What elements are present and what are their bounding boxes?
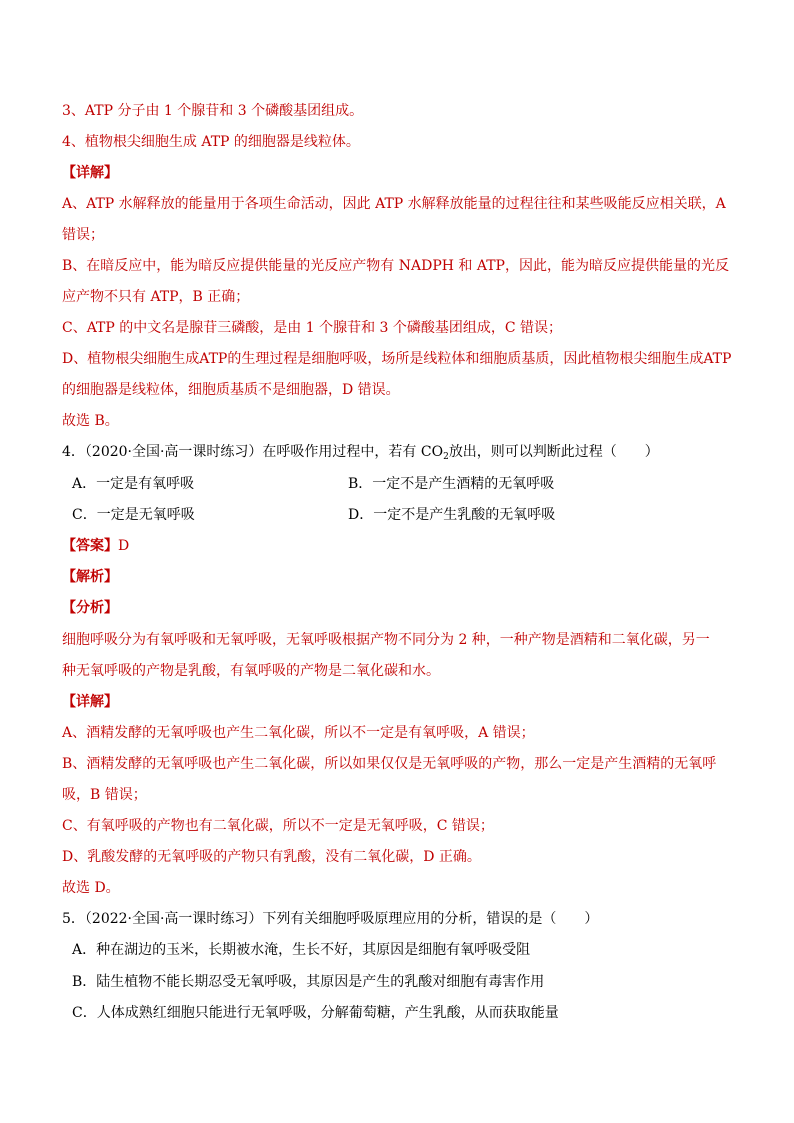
detail-a-line1: A、ATP 水解释放的能量用于各项生命活动，因此 ATP 水解释放能量的过程往往和某些吸能反应相关联，A [62, 196, 726, 212]
q5-option-c: C．人体成熟红细胞只能进行无氧呼吸，分解葡萄糖，产生乳酸，从而获取能量 [72, 1005, 559, 1021]
q4-choose-answer: 故选 D。 [62, 880, 120, 896]
detail-d-line2: 的细胞器是线粒体，细胞质基质不是细胞器，D 错误。 [62, 382, 400, 398]
answer-heading: 【答案】 [62, 538, 118, 554]
q4-option-d: D．一定不是产生乳酸的无氧呼吸 [348, 507, 556, 523]
question-5-stem: 5．（2022·全国·高一课时练习）下列有关细胞呼吸原理应用的分析，错误的是（ ） [62, 911, 599, 927]
analysis-point-3: 3、ATP 分子由 1 个腺苷和 3 个磷酸基团组成。 [62, 103, 364, 119]
q5-option-b: B．陆生植物不能长期忍受无氧呼吸，其原因是产生的乳酸对细胞有毒害作用 [72, 974, 545, 990]
detail-heading: 【详解】 [62, 165, 118, 181]
fenxi-line2: 种无氧呼吸的产物是乳酸，有氧呼吸的产物是二氧化碳和水。 [62, 663, 440, 679]
detail-b-line1: B、在暗反应中，能为暗反应提供能量的光反应产物有 NADPH 和 ATP，因此，能为暗反应提供能量的光反 [62, 258, 729, 274]
choose-answer: 故选 B。 [62, 413, 119, 429]
jiexi-heading: 【解析】 [62, 569, 118, 585]
answer-line [62, 536, 129, 556]
detail-d-line1: D、植物根尖细胞生成ATP的生理过程是细胞呼吸，场所是线粒体和细胞质基质，因此植物根尖细胞生成ATP [62, 351, 732, 367]
q4-detail-d: D、乳酸发酵的无氧呼吸的产物只有乳酸，没有二氧化碳，D 正确。 [62, 849, 481, 865]
fenxi-line1: 细胞呼吸分为有氧呼吸和无氧呼吸，无氧呼吸根据产物不同分为 2 种，一种产物是酒精和二氧化碳，另一 [62, 632, 710, 648]
co2-subscript: 2 [443, 452, 449, 462]
detail-c-line: C、ATP 的中文名是腺苷三磷酸，是由 1 个腺苷和 3 个磷酸基团组成，C 错误； [62, 320, 563, 336]
q4-detail-a: A、酒精发酵的无氧呼吸也产生二氧化碳，所以不一定是有氧呼吸，A 错误； [62, 725, 535, 741]
question-4-stem-tail: 放出，则可以判断此过程（ ） [448, 444, 659, 460]
detail-b-line2: 应产物不只有 ATP，B 正确； [62, 289, 250, 305]
question-4-stem [62, 442, 659, 467]
fenxi-heading: 【分析】 [62, 600, 118, 616]
question-4-stem-text: 4．（2020·全国·高一课时练习）在呼吸作用过程中，若有 CO [62, 444, 444, 460]
q4-option-c: C．一定是无氧呼吸 [72, 507, 195, 523]
q4-detail-heading: 【详解】 [62, 694, 118, 710]
q4-detail-b-line2: 吸，B 错误； [62, 787, 147, 803]
detail-a-line2: 错误； [62, 227, 104, 243]
q4-option-a: A．一定是有氧呼吸 [72, 476, 195, 492]
q4-detail-b-line1: B、酒精发酵的无氧呼吸也产生二氧化碳，所以如果仅仅是无氧呼吸的产物，那么一定是产生酒精的无氧呼 [62, 756, 717, 772]
answer-value: D [118, 538, 130, 554]
analysis-point-4: 4、植物根尖细胞生成 ATP 的细胞器是线粒体。 [62, 134, 360, 150]
q5-option-a: A．种在湖边的玉米，长期被水淹，生长不好，其原因是细胞有氧呼吸受阻 [72, 942, 531, 958]
q4-option-b: B．一定不是产生酒精的无氧呼吸 [348, 476, 555, 492]
q4-detail-c: C、有氧呼吸的产物也有二氧化碳，所以不一定是无氧呼吸，C 错误； [62, 818, 494, 834]
